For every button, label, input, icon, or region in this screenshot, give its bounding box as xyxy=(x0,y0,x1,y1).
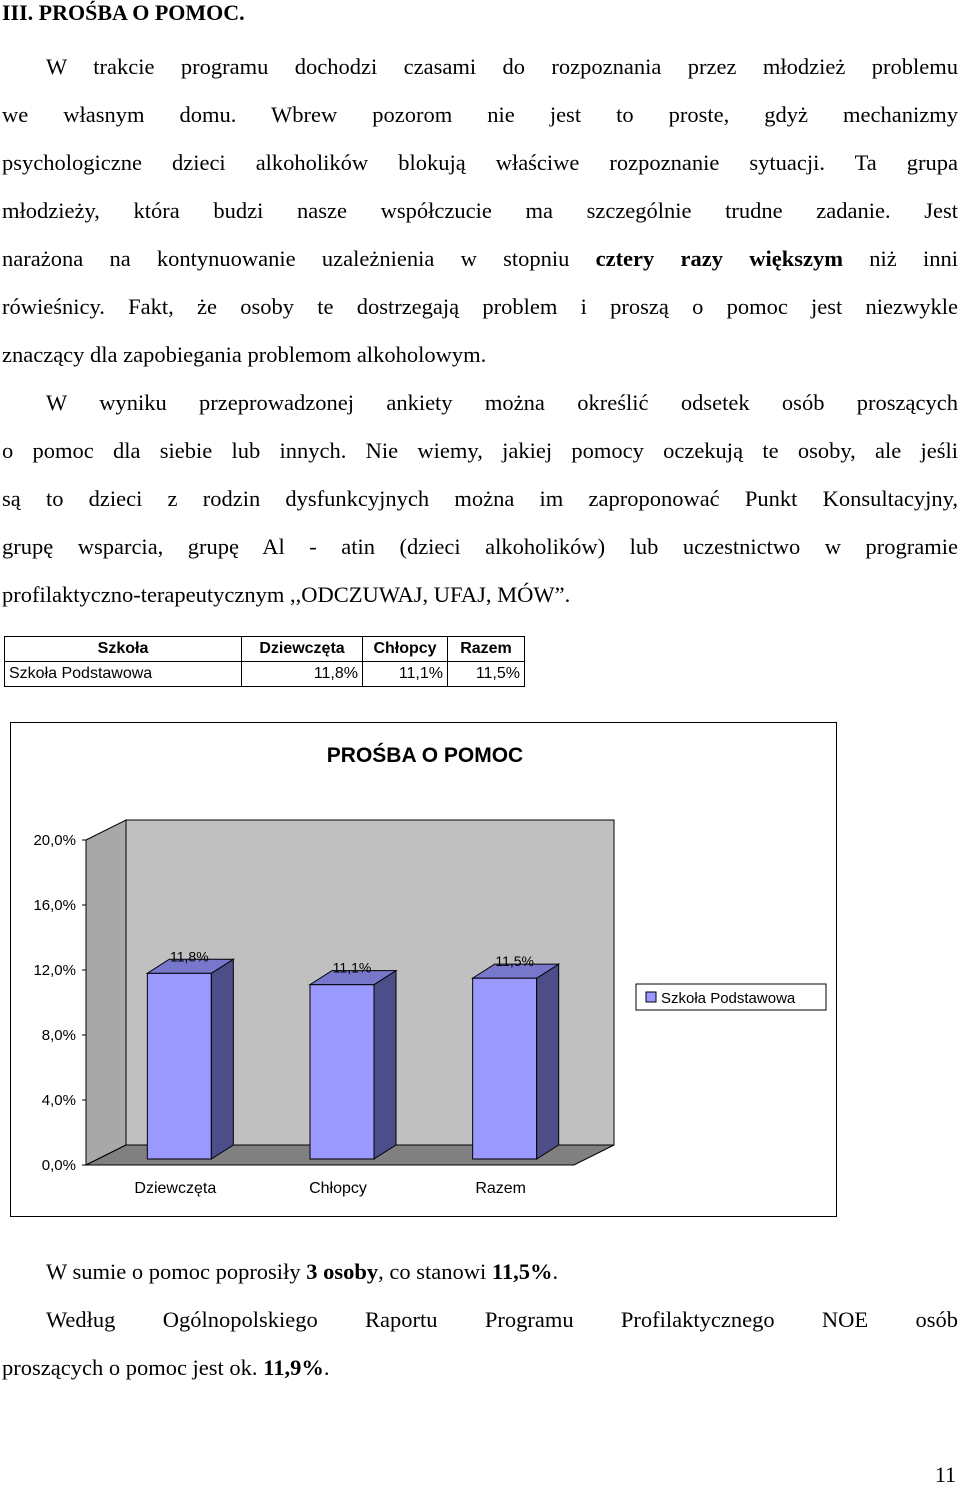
section-heading: III. PROŚBA O POMOC. xyxy=(2,0,245,25)
paragraph-1-line-7: znaczący dla zapobiegania problemom alkoholowym. xyxy=(2,342,487,367)
x-category-label: Dziewczęta xyxy=(134,1180,217,1197)
summary-percent: 11,5% xyxy=(491,1259,553,1284)
y-tick-label: 4,0% xyxy=(41,1092,76,1109)
y-tick-label: 20,0% xyxy=(33,832,76,849)
summary-line xyxy=(46,1248,558,1296)
bar-data-label: 11,5% xyxy=(495,953,535,970)
legend-label: Szkoła Podstawowa xyxy=(661,990,796,1007)
summary-post: . xyxy=(552,1259,559,1284)
paragraph-1-line-6: rówieśnicy. Fakt, że osoby te dostrzegają problem i proszą o pomoc jest niezwykle xyxy=(2,294,958,319)
table-row xyxy=(5,662,525,687)
table-header-total: Razem xyxy=(448,637,525,662)
legend-swatch xyxy=(646,992,656,1002)
table-cell-total: 11,5% xyxy=(448,662,525,687)
chart-side-wall xyxy=(86,820,126,1165)
table-header-girls: Dziewczęta xyxy=(242,637,363,662)
report-line-2-post: . xyxy=(323,1355,330,1380)
bar-front xyxy=(310,985,374,1159)
paragraph-2-line-5: profilaktyczno-terapeutycznym ,,ODCZUWAJ, UFAJ, MÓW”. xyxy=(2,582,571,607)
bar-side xyxy=(211,959,233,1159)
paragraph-1-line-5-pre: narażona na kontynuowanie uzależnienia w stopniu xyxy=(2,246,596,271)
chart-title: PROŚBA O POMOC xyxy=(326,744,524,767)
paragraph-2-line-1: W wyniku przeprowadzonej ankiety można określić odsetek osób proszących xyxy=(46,390,958,415)
report-line-2 xyxy=(2,1344,329,1392)
summary-pre: W sumie o pomoc poprosiły xyxy=(46,1259,307,1284)
report-line-2-pre: proszących o pomoc jest ok. xyxy=(2,1355,264,1380)
paragraph-1-line-4: młodzieży, która budzi nasze współczucie ma szczególnie trudne zadanie. Jest xyxy=(2,198,958,223)
report-line-1: Według Ogólnopolskiego Raportu Programu Profilaktycznego NOE osób xyxy=(46,1307,958,1332)
results-table xyxy=(4,636,525,687)
bar-data-label: 11,1% xyxy=(332,959,372,976)
y-tick-label: 8,0% xyxy=(41,1027,76,1044)
help-request-chart xyxy=(10,722,838,1218)
page-number: 11 xyxy=(934,1462,956,1487)
paragraph-1-line-5 xyxy=(2,235,958,283)
table-cell-boys: 11,1% xyxy=(363,662,448,687)
bar-front xyxy=(473,978,537,1159)
table-cell-girls: 11,8% xyxy=(242,662,363,687)
paragraph-1-line-2: we własnym domu. Wbrew pozorom nie jest to proste, gdyż mechanizmy xyxy=(2,102,958,127)
report-percent: 11,9% xyxy=(263,1355,324,1380)
y-tick-label: 0,0% xyxy=(41,1157,76,1174)
bar-side xyxy=(374,971,396,1159)
table-header-school: Szkoła xyxy=(5,637,242,662)
y-tick-label: 12,0% xyxy=(33,962,76,979)
paragraph-1-line-5-post: niż inni xyxy=(843,246,958,271)
table-header-boys: Chłopcy xyxy=(363,637,448,662)
bar-side xyxy=(537,964,559,1159)
paragraph-2-line-4: grupę wsparcia, grupę Al - atin (dzieci alkoholików) lub uczestnictwo w programie xyxy=(2,534,958,559)
table-header-row xyxy=(5,637,525,662)
paragraph-2-line-2: o pomoc dla siebie lub innych. Nie wiemy, jakiej pomocy oczekują te osoby, ale jeśli xyxy=(2,438,958,463)
summary-mid: , co stanowi xyxy=(378,1259,492,1284)
table-cell-school: Szkoła Podstawowa xyxy=(5,662,242,687)
emphasis-four-times: cztery razy większym xyxy=(595,246,843,271)
summary-count: 3 osoby xyxy=(306,1259,379,1284)
x-category-label: Razem xyxy=(475,1180,527,1197)
paragraph-1-line-3: psychologiczne dzieci alkoholików blokują właściwe rozpoznanie sytuacji. Ta grupa xyxy=(2,150,958,175)
paragraph-2-line-3: są to dzieci z rodzin dysfunkcyjnych można im zaproponować Punkt Konsultacyjny, xyxy=(2,486,958,511)
bar-front xyxy=(147,973,211,1159)
y-tick-label: 16,0% xyxy=(33,897,76,914)
paragraph-1-line-1: W trakcie programu dochodzi czasami do rozpoznania przez młodzież problemu xyxy=(46,54,958,79)
x-category-label: Chłopcy xyxy=(309,1180,367,1197)
bar-data-label: 11,8% xyxy=(169,948,209,965)
